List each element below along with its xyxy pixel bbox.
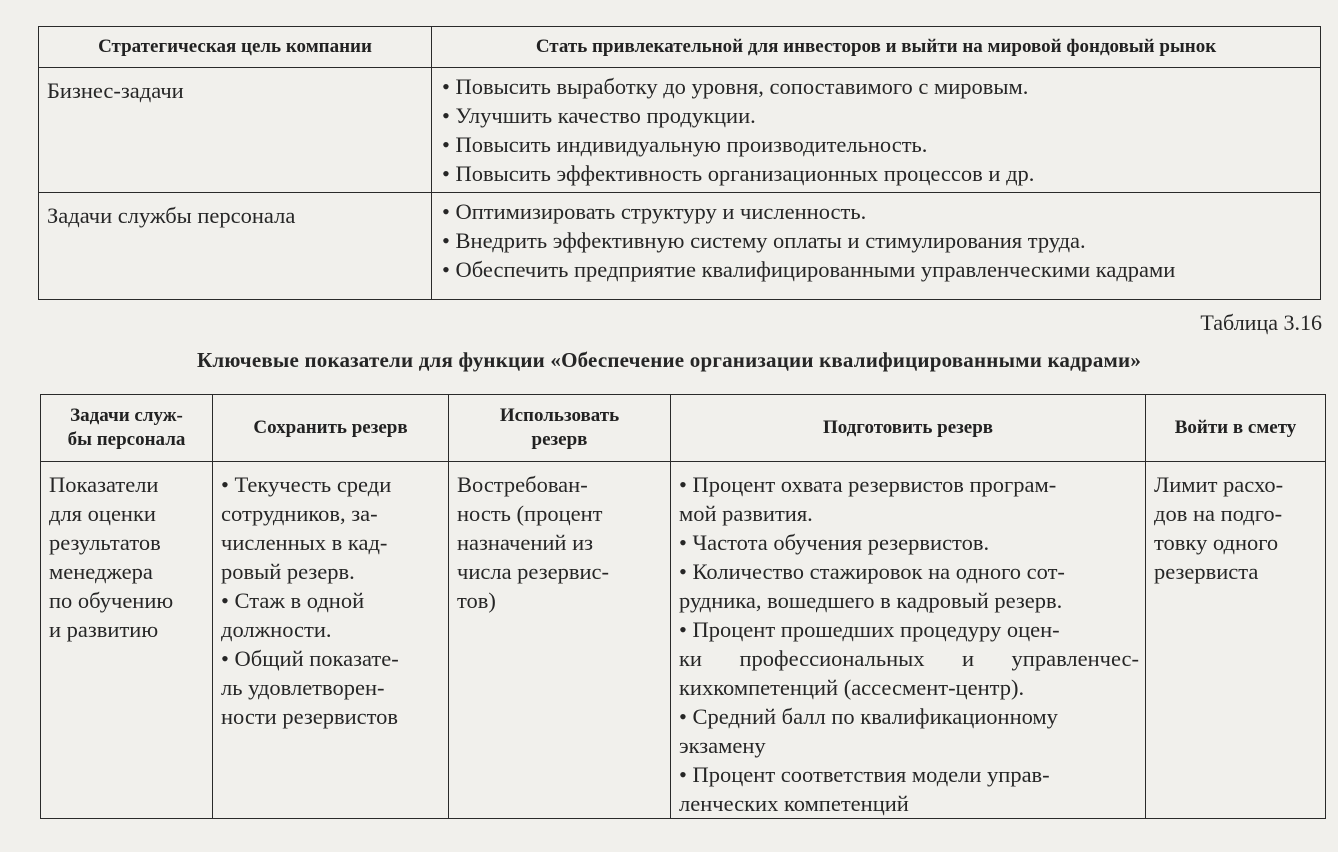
text-line: ность (процент bbox=[457, 501, 603, 526]
text-line: ки профессиональных и управленчес- bbox=[679, 646, 1139, 671]
text-line: • Процент прошедших процедуру оцен- bbox=[679, 615, 1139, 644]
goals-table-header bbox=[39, 27, 1321, 68]
kpi-table bbox=[40, 394, 1326, 819]
text-line: результатов bbox=[49, 530, 161, 555]
text-line: должности. bbox=[221, 617, 332, 642]
text-line: для оценки bbox=[49, 501, 156, 526]
cell-use-reserve bbox=[449, 462, 671, 819]
table-number: Таблица 3.16 bbox=[1200, 310, 1322, 335]
list-item: • Повысить эффективность организационных процессов и др. bbox=[442, 159, 1316, 188]
table-row bbox=[39, 68, 1321, 193]
text-line: и развитию bbox=[49, 617, 159, 642]
table-row bbox=[41, 462, 1326, 819]
list-item: • Улучшить качество продукции. bbox=[442, 101, 1316, 130]
goals-table bbox=[38, 26, 1321, 300]
header-hr-tasks: Задачи служ- бы персонала bbox=[41, 395, 213, 462]
header-strategic-goal: Стратегическая цель компании bbox=[39, 27, 432, 68]
list-item: • Повысить выработку до уровня, сопоставимого с мировым. bbox=[442, 72, 1316, 101]
text-line: назначений из bbox=[457, 530, 594, 555]
list-item: • Повысить индивидуальную производительность. bbox=[442, 130, 1316, 159]
text-line: • Частота обучения резервистов. bbox=[679, 528, 1139, 557]
table-caption: Ключевые показатели для функции «Обеспечение организации квалифицированными кадрами» bbox=[196, 348, 1142, 372]
kpi-table-header bbox=[41, 395, 1326, 462]
business-tasks-list bbox=[432, 68, 1321, 193]
row-label-business-tasks: Бизнес-задачи bbox=[39, 68, 432, 193]
text-line: Востребован- bbox=[457, 472, 588, 497]
cell-keep-reserve bbox=[213, 462, 449, 819]
row-label-hr-tasks: Задачи службы персонала bbox=[39, 193, 432, 300]
text-line: ленческих компетенций bbox=[679, 791, 909, 816]
cell-tasks bbox=[41, 462, 213, 819]
header-goal-value: Стать привлекательной для инвесторов и выйти на мировой фондовый рынок bbox=[432, 27, 1321, 68]
cell-budget bbox=[1146, 462, 1326, 819]
list-item: • Оптимизировать структуру и численность. bbox=[442, 197, 1316, 226]
text-line: ности резервистов bbox=[221, 704, 399, 729]
text-line: численных в кад- bbox=[221, 530, 388, 555]
text-line: менеджера bbox=[49, 559, 153, 584]
text-line: резервиста bbox=[1154, 559, 1259, 584]
text-line: • Общий показате- bbox=[221, 644, 442, 673]
cell-prepare-reserve bbox=[671, 462, 1146, 819]
text-line: • Текучесть среди bbox=[221, 470, 442, 499]
text-line: • Процент охвата резервистов програм- bbox=[679, 470, 1139, 499]
text-line: • Стаж в одной bbox=[221, 586, 442, 615]
text-line: • Количество стажировок на одного сот- bbox=[679, 557, 1139, 586]
header-use-reserve: Использовать резерв bbox=[449, 395, 671, 462]
text-line: сотрудников, за- bbox=[221, 501, 378, 526]
list-item: • Внедрить эффективную систему оплаты и стимулирования труда. bbox=[442, 226, 1316, 255]
text-line: экзамену bbox=[679, 733, 766, 758]
text-line: ровый резерв. bbox=[221, 559, 355, 584]
text-line: рудника, вошедшего в кадровый резерв. bbox=[679, 588, 1063, 613]
header-prepare-reserve: Подготовить резерв bbox=[671, 395, 1146, 462]
header-budget: Войти в смету bbox=[1146, 395, 1326, 462]
text-line: числа резервис- bbox=[457, 559, 609, 584]
text-line: тов) bbox=[457, 588, 496, 613]
text-line: по обучению bbox=[49, 588, 174, 613]
text-line: Лимит расхо- bbox=[1154, 472, 1284, 497]
text-line: товку одного bbox=[1154, 530, 1279, 555]
table-row bbox=[39, 193, 1321, 300]
hr-tasks-list bbox=[432, 193, 1321, 300]
text-line: ль удовлетворен- bbox=[221, 675, 385, 700]
text-line: Показатели bbox=[49, 472, 159, 497]
list-item: • Обеспечить предприятие квалифицированными управленческими кадрами bbox=[442, 255, 1316, 284]
text-line: дов на подго- bbox=[1154, 501, 1283, 526]
text-line: • Процент соответствия модели управ- bbox=[679, 760, 1139, 789]
header-keep-reserve: Сохранить резерв bbox=[213, 395, 449, 462]
text-line: кихкомпетенций (ассесмент-центр). bbox=[679, 675, 1025, 700]
text-line: мой развития. bbox=[679, 501, 813, 526]
text-line: • Средний балл по квалификационному bbox=[679, 702, 1139, 731]
